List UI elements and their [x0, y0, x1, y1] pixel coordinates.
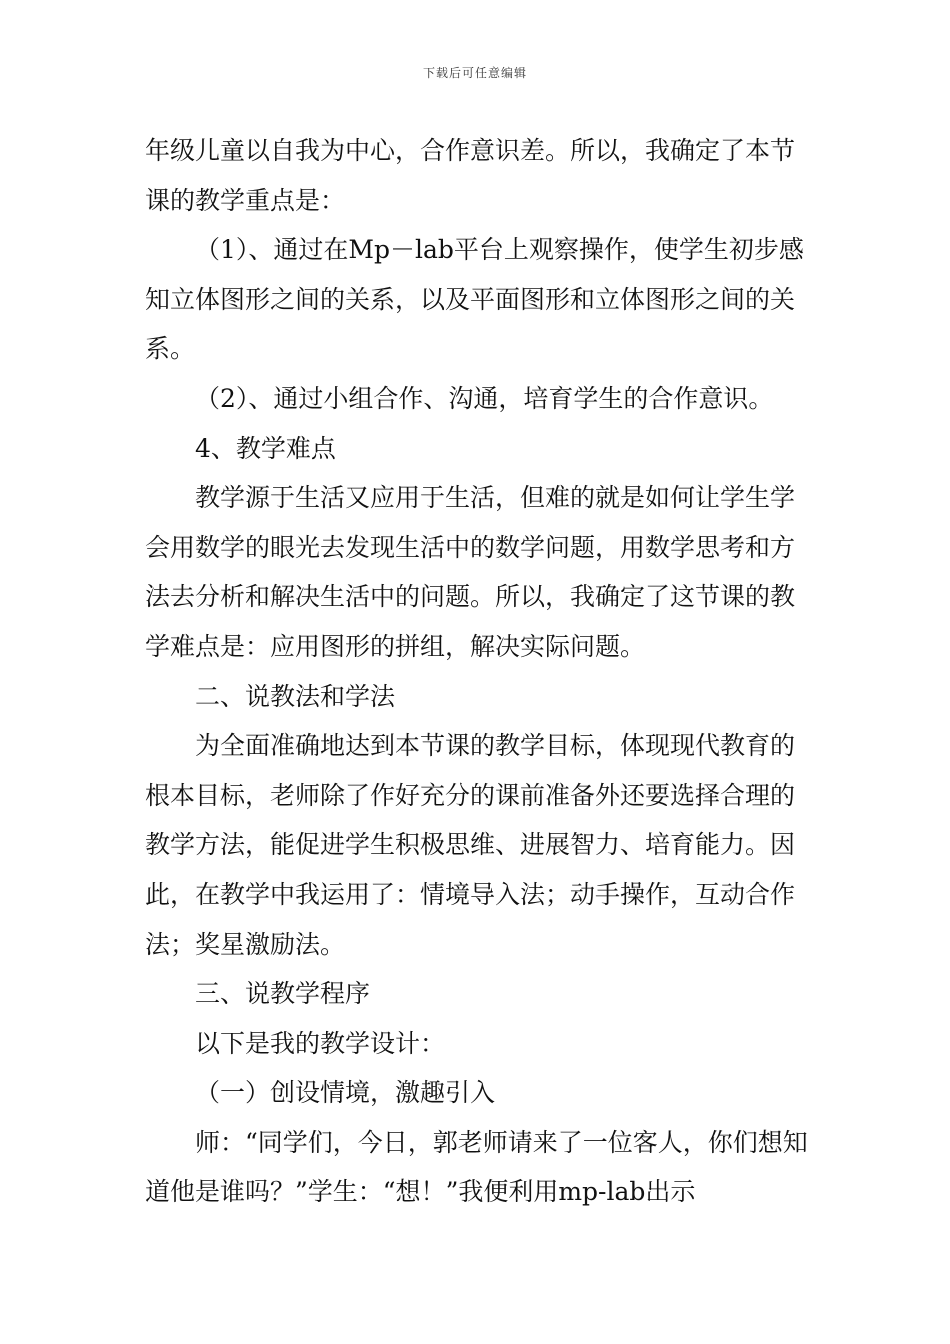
- paragraph-7: 为全面准确地达到本节课的教学目标，体现现代教育的根本目标，老师除了作好充分的课前准备外还要选择合理的教学方法，能促进学生积极思维、进展智力、培育能力。因此，在教学中我运用了：情境导入法；动手操作，互动合作法；奖星激励法。: [145, 731, 796, 959]
- document-body: [145, 126, 810, 1217]
- page-header: 下载后可任意编辑: [422, 66, 527, 80]
- subsection-heading-1: （一）创设情境，激趣引入: [195, 1078, 496, 1108]
- paragraph-3: （2）、通过小组合作、沟通，培育学生的合作意识。: [195, 383, 774, 413]
- section-heading-2: 二、说教法和学法: [195, 681, 396, 711]
- section-heading-4: 4、教学难点: [195, 433, 336, 463]
- paragraph-1: 年级儿童以自我为中心，合作意识差。所以，我确定了本节课的教学重点是：: [145, 136, 796, 215]
- section-heading-3: 三、说教学程序: [195, 979, 371, 1009]
- paragraph-9: 以下是我的教学设计：: [195, 1028, 446, 1058]
- paragraph-11: 师：“同学们，今日，郭老师请来了一位客人，你们想知道他是谁吗？”学生：“想！”我便利用mp-lab出示: [145, 1127, 808, 1207]
- paragraph-2: （1）、通过在Mp－lab平台上观察操作，使学生初步感知立体图形之间的关系，以及平面图形和立体图形之间的关系。: [145, 235, 804, 364]
- paragraph-5: 教学源于生活又应用于生活，但难的就是如何让学生学会用数学的眼光去发现生活中的数学问题，用数学思考和方法去分析和解决生活中的问题。所以，我确定了这节课的教学难点是：应用图形的拼组，解决实际问题。: [145, 483, 796, 661]
